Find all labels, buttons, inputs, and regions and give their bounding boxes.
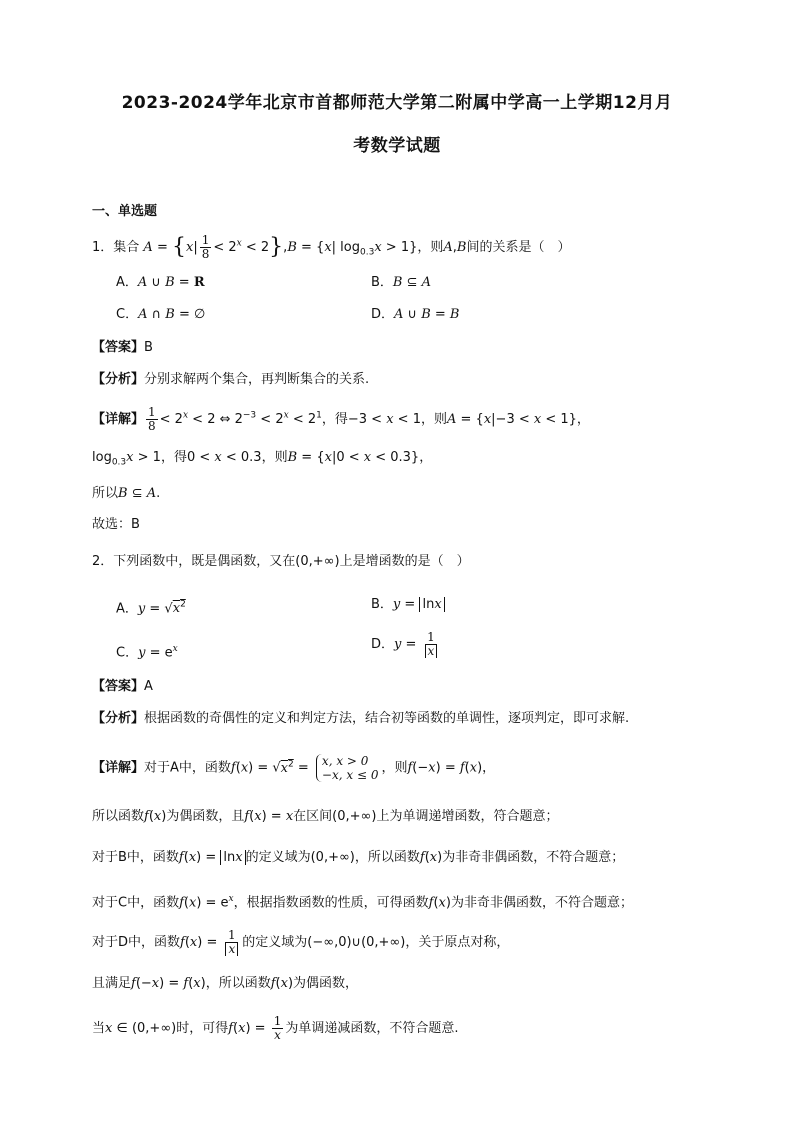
q2-option-b: B．y = lnx xyxy=(371,596,445,614)
q1-option-b: B．B ⊆ A xyxy=(371,275,432,290)
q2-option-d: D．y = $\frac{1}{x}$ xyxy=(371,631,441,658)
q2-detail-2: 所以函数f(x)为偶函数，且f(x) = x在区间(0,+∞)上为单调递增函数，符合题意； xyxy=(92,809,559,824)
q1-detail-1: 【详解】 $\frac{1}{8}$ < $2^x < 2$ ⇔ $2^{-3} < 2^x < 2^1$，得−3 < x < 1，则A = {x|−3 < x < 1}， xyxy=(92,405,590,433)
q1-option-c: C．A ∩ B = ∅ xyxy=(116,307,206,322)
q2-analysis: 【分析】根据函数的奇偶性的定义和判定方法，结合初等函数的单调性，逐项判定，即可求解. xyxy=(92,711,630,726)
q2-option-c: C．$y = e^x$ xyxy=(116,644,178,661)
q2-detail-5: 对于D中，函数f(x) = $\frac{1}{x}$ 的定义域为(−∞,0)∪(0,+∞)，关于原点对称， xyxy=(92,928,510,956)
q2-detail-3: 对于B中，函数f(x) = lnx 的定义域为(0,+∞)，所以函数f(x)为非奇非偶函数，不符合题意； xyxy=(92,850,625,865)
section-heading: 一、单选题 xyxy=(92,204,158,219)
q1-detail-4: 故选：B xyxy=(92,517,140,532)
doc-title-line-2: 考数学试题 xyxy=(353,136,441,156)
q2-detail-6: 且满足f(−x) = f(x)，所以函数f(x)为偶函数， xyxy=(92,976,359,991)
q2-detail-4: 对于C中，函数$f(x) = e^x$，根据指数函数的性质，可得函数f(x)为非奇非偶函数，不符合题意； xyxy=(92,894,633,911)
q1-option-a: A．A ∪ B = R xyxy=(116,275,205,290)
q2-detail-7: 当x ∈ (0,+∞)时，可得f(x) = $\frac{1}{x}$ 为单调递减函数，不符合题意. xyxy=(92,1014,459,1042)
q1-detail-2: $\log_{0.3}x > 1$，得0 < x < 0.3，则B = {x|0 < x < 0.3}， xyxy=(92,450,433,468)
q1-analysis: 【分析】分别求解两个集合，再判断集合的关系. xyxy=(92,372,370,387)
q2-option-a: A．$y = √x^2$ xyxy=(116,600,186,617)
q1-stem: 1．集合 A = {x| $\frac{1}{8}$ < $2^x < 2\},B = \{x|$ $\log_{0.3}x > 1$}，则A,B间的关系是（ ） xyxy=(92,233,571,261)
q1-option-d: D．A ∪ B = B xyxy=(371,307,460,322)
q2-detail-1: 【详解】对于A中，函数$f(x) = √x^2$ = x, x > 0 −x, x ≤ 0 ，则f(−x) = f(x)， xyxy=(92,754,496,782)
q2-stem: 2．下列函数中，既是偶函数，又在(0,+∞)上是增函数的是（ ） xyxy=(92,554,470,569)
q1-answer: 【答案】B xyxy=(92,340,153,355)
doc-title-line-1: 2023-2024学年北京市首都师范大学第二附属中学高一上学期12月月 xyxy=(121,93,673,113)
q2-answer: 【答案】A xyxy=(92,679,153,694)
q1-detail-3: 所以B ⊆ A. xyxy=(92,486,161,501)
